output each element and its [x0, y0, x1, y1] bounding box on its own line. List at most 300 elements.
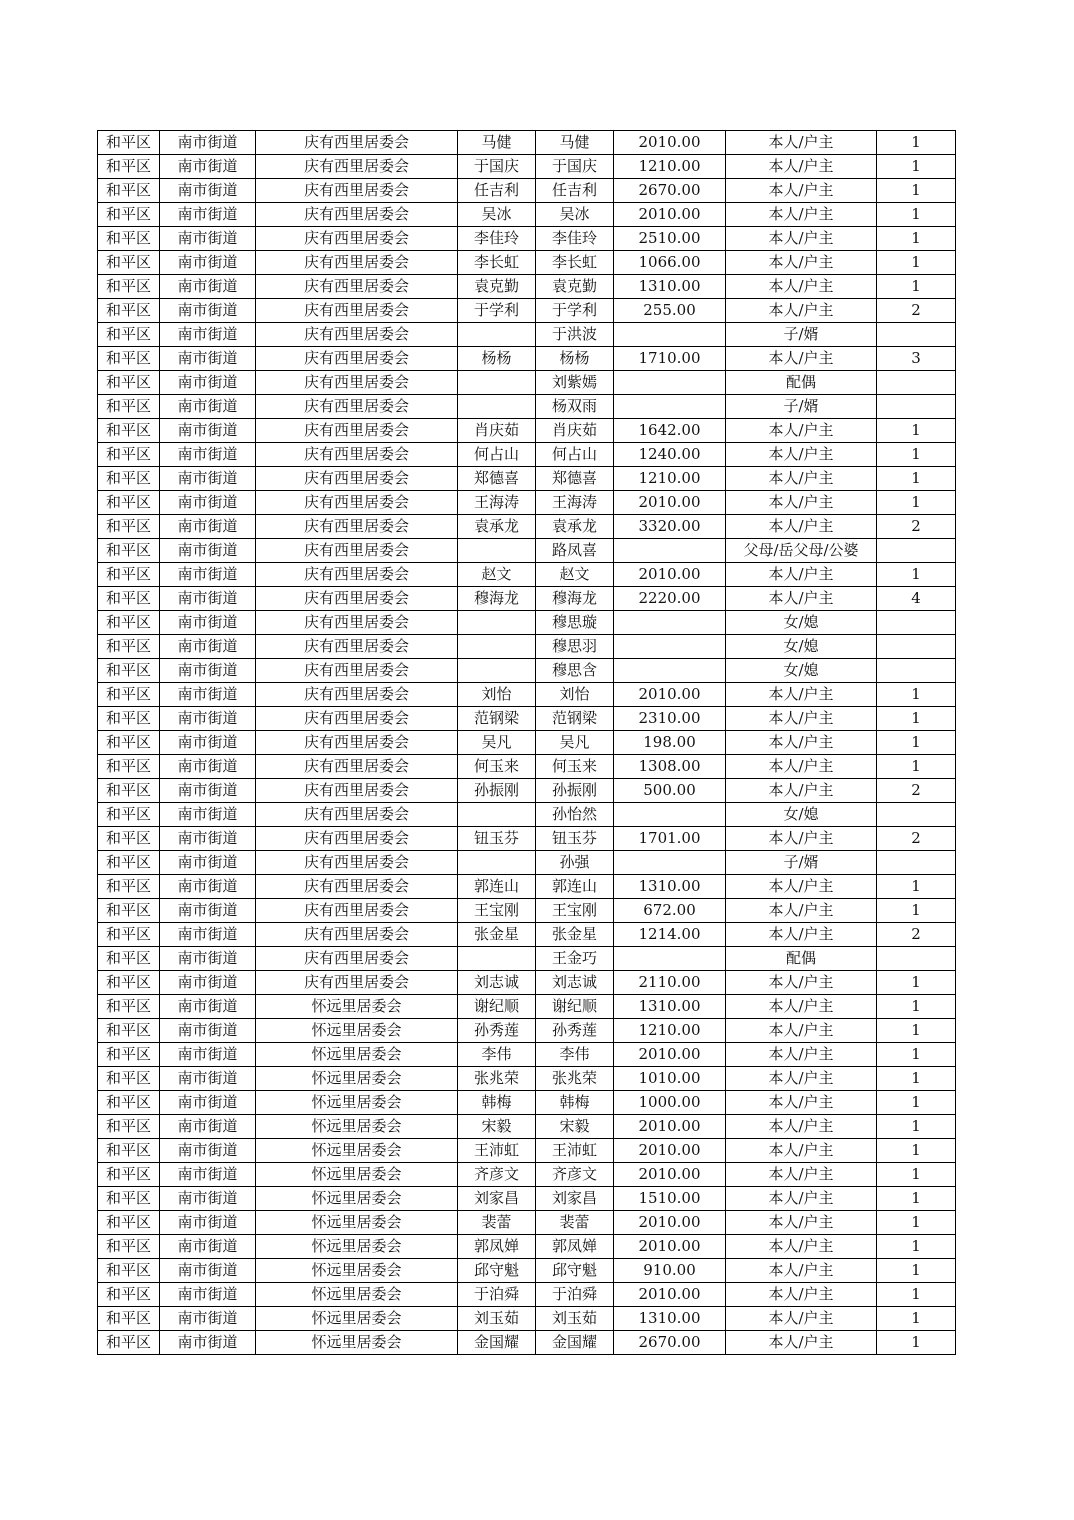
district-cell: 和平区 — [98, 131, 160, 155]
relation-cell: 本人/户主 — [726, 299, 877, 323]
member-name-cell: 王沛虹 — [536, 1139, 614, 1163]
table-row — [98, 1163, 956, 1187]
member-name-cell: 孙强 — [536, 851, 614, 875]
household-size-cell: 1 — [877, 899, 956, 923]
member-name-cell: 钮玉芬 — [536, 827, 614, 851]
committee-cell: 庆有西里居委会 — [256, 803, 458, 827]
household-size-cell: 1 — [877, 707, 956, 731]
relation-cell: 本人/户主 — [726, 515, 877, 539]
amount-cell: 2010.00 — [614, 1043, 726, 1067]
relation-cell: 本人/户主 — [726, 131, 877, 155]
committee-cell: 庆有西里居委会 — [256, 683, 458, 707]
member-name-cell: 穆思璇 — [536, 611, 614, 635]
applicant-cell: 马健 — [458, 131, 536, 155]
committee-cell: 庆有西里居委会 — [256, 779, 458, 803]
relation-cell: 本人/户主 — [726, 1187, 877, 1211]
district-cell: 和平区 — [98, 539, 160, 563]
relation-cell: 女/媳 — [726, 635, 877, 659]
committee-cell: 庆有西里居委会 — [256, 179, 458, 203]
applicant-cell — [458, 803, 536, 827]
committee-cell: 庆有西里居委会 — [256, 659, 458, 683]
applicant-cell: 李长虹 — [458, 251, 536, 275]
relation-cell: 本人/户主 — [726, 875, 877, 899]
district-cell: 和平区 — [98, 371, 160, 395]
member-name-cell: 刘家昌 — [536, 1187, 614, 1211]
committee-cell: 庆有西里居委会 — [256, 395, 458, 419]
member-name-cell: 任吉利 — [536, 179, 614, 203]
table-row — [98, 563, 956, 587]
street-cell: 南市街道 — [160, 251, 256, 275]
committee-cell: 庆有西里居委会 — [256, 347, 458, 371]
amount-cell: 672.00 — [614, 899, 726, 923]
street-cell: 南市街道 — [160, 803, 256, 827]
amount-cell: 1240.00 — [614, 443, 726, 467]
amount-cell: 2010.00 — [614, 131, 726, 155]
table-row — [98, 587, 956, 611]
member-name-cell: 张金星 — [536, 923, 614, 947]
committee-cell: 庆有西里居委会 — [256, 251, 458, 275]
member-name-cell: 吴凡 — [536, 731, 614, 755]
applicant-cell — [458, 659, 536, 683]
street-cell: 南市街道 — [160, 1283, 256, 1307]
relation-cell: 本人/户主 — [726, 1067, 877, 1091]
amount-cell: 2670.00 — [614, 1331, 726, 1355]
household-size-cell: 1 — [877, 419, 956, 443]
applicant-cell: 邱守魁 — [458, 1259, 536, 1283]
relation-cell: 本人/户主 — [726, 1043, 877, 1067]
applicant-cell — [458, 947, 536, 971]
street-cell: 南市街道 — [160, 371, 256, 395]
applicant-cell: 孙振刚 — [458, 779, 536, 803]
committee-cell: 庆有西里居委会 — [256, 731, 458, 755]
member-name-cell: 刘怡 — [536, 683, 614, 707]
committee-cell: 庆有西里居委会 — [256, 371, 458, 395]
applicant-cell: 王海涛 — [458, 491, 536, 515]
committee-cell: 庆有西里居委会 — [256, 275, 458, 299]
relation-cell: 本人/户主 — [726, 1091, 877, 1115]
amount-cell: 2010.00 — [614, 563, 726, 587]
amount-cell: 2670.00 — [614, 179, 726, 203]
relation-cell: 本人/户主 — [726, 1115, 877, 1139]
district-cell: 和平区 — [98, 203, 160, 227]
district-cell: 和平区 — [98, 443, 160, 467]
district-cell: 和平区 — [98, 707, 160, 731]
household-size-cell: 1 — [877, 155, 956, 179]
amount-cell: 2010.00 — [614, 1235, 726, 1259]
amount-cell: 1710.00 — [614, 347, 726, 371]
street-cell: 南市街道 — [160, 995, 256, 1019]
district-cell: 和平区 — [98, 803, 160, 827]
amount-cell: 2010.00 — [614, 1139, 726, 1163]
street-cell: 南市街道 — [160, 923, 256, 947]
household-size-cell: 1 — [877, 755, 956, 779]
member-name-cell: 于泊舜 — [536, 1283, 614, 1307]
table-row — [98, 443, 956, 467]
household-size-cell: 1 — [877, 683, 956, 707]
household-size-cell: 2 — [877, 779, 956, 803]
street-cell: 南市街道 — [160, 587, 256, 611]
district-cell: 和平区 — [98, 179, 160, 203]
relation-cell: 子/婿 — [726, 851, 877, 875]
member-name-cell: 何占山 — [536, 443, 614, 467]
relation-cell: 配偶 — [726, 947, 877, 971]
relation-cell: 配偶 — [726, 371, 877, 395]
table-row — [98, 227, 956, 251]
amount-cell: 1310.00 — [614, 875, 726, 899]
committee-cell: 庆有西里居委会 — [256, 707, 458, 731]
committee-cell: 怀远里居委会 — [256, 1019, 458, 1043]
district-cell: 和平区 — [98, 923, 160, 947]
household-size-cell: 1 — [877, 1019, 956, 1043]
committee-cell: 庆有西里居委会 — [256, 635, 458, 659]
applicant-cell: 吴冰 — [458, 203, 536, 227]
member-name-cell: 于国庆 — [536, 155, 614, 179]
committee-cell: 庆有西里居委会 — [256, 971, 458, 995]
street-cell: 南市街道 — [160, 779, 256, 803]
street-cell: 南市街道 — [160, 611, 256, 635]
committee-cell: 庆有西里居委会 — [256, 875, 458, 899]
applicant-cell: 任吉利 — [458, 179, 536, 203]
committee-cell: 庆有西里居委会 — [256, 923, 458, 947]
member-name-cell: 王海涛 — [536, 491, 614, 515]
member-name-cell: 赵文 — [536, 563, 614, 587]
committee-cell: 庆有西里居委会 — [256, 491, 458, 515]
applicant-cell: 王沛虹 — [458, 1139, 536, 1163]
committee-cell: 庆有西里居委会 — [256, 611, 458, 635]
district-cell: 和平区 — [98, 635, 160, 659]
member-name-cell: 杨双雨 — [536, 395, 614, 419]
household-size-cell: 2 — [877, 299, 956, 323]
street-cell: 南市街道 — [160, 1115, 256, 1139]
member-name-cell: 王金巧 — [536, 947, 614, 971]
member-name-cell: 张兆荣 — [536, 1067, 614, 1091]
amount-cell: 2010.00 — [614, 203, 726, 227]
relation-cell: 本人/户主 — [726, 1211, 877, 1235]
household-size-cell — [877, 395, 956, 419]
household-size-cell: 1 — [877, 275, 956, 299]
amount-cell — [614, 947, 726, 971]
district-cell: 和平区 — [98, 731, 160, 755]
committee-cell: 庆有西里居委会 — [256, 539, 458, 563]
relation-cell: 女/媳 — [726, 659, 877, 683]
member-name-cell: 金国耀 — [536, 1331, 614, 1355]
district-cell: 和平区 — [98, 515, 160, 539]
district-cell: 和平区 — [98, 467, 160, 491]
street-cell: 南市街道 — [160, 155, 256, 179]
committee-cell: 庆有西里居委会 — [256, 203, 458, 227]
district-cell: 和平区 — [98, 875, 160, 899]
district-cell: 和平区 — [98, 275, 160, 299]
applicant-cell: 郑德喜 — [458, 467, 536, 491]
street-cell: 南市街道 — [160, 875, 256, 899]
amount-cell — [614, 803, 726, 827]
household-size-cell: 2 — [877, 515, 956, 539]
street-cell: 南市街道 — [160, 899, 256, 923]
committee-cell: 庆有西里居委会 — [256, 947, 458, 971]
household-size-cell — [877, 851, 956, 875]
relation-cell: 本人/户主 — [726, 707, 877, 731]
relation-cell: 本人/户主 — [726, 467, 877, 491]
amount-cell: 1210.00 — [614, 1019, 726, 1043]
member-name-cell: 穆思羽 — [536, 635, 614, 659]
member-name-cell: 刘紫嫣 — [536, 371, 614, 395]
amount-cell: 198.00 — [614, 731, 726, 755]
member-name-cell: 路凤喜 — [536, 539, 614, 563]
district-cell: 和平区 — [98, 1331, 160, 1355]
street-cell: 南市街道 — [160, 515, 256, 539]
member-name-cell: 郭连山 — [536, 875, 614, 899]
table-row — [98, 947, 956, 971]
table-row — [98, 323, 956, 347]
household-size-cell: 1 — [877, 875, 956, 899]
relation-cell: 本人/户主 — [726, 203, 877, 227]
relation-cell: 本人/户主 — [726, 155, 877, 179]
committee-cell: 怀远里居委会 — [256, 1283, 458, 1307]
member-name-cell: 郭凤婵 — [536, 1235, 614, 1259]
member-name-cell: 王宝刚 — [536, 899, 614, 923]
street-cell: 南市街道 — [160, 1235, 256, 1259]
street-cell: 南市街道 — [160, 947, 256, 971]
district-cell: 和平区 — [98, 611, 160, 635]
member-name-cell: 范钢梁 — [536, 707, 614, 731]
district-cell: 和平区 — [98, 1115, 160, 1139]
district-cell: 和平区 — [98, 1187, 160, 1211]
table-row — [98, 1187, 956, 1211]
relation-cell: 本人/户主 — [726, 563, 877, 587]
applicant-cell: 宋毅 — [458, 1115, 536, 1139]
district-cell: 和平区 — [98, 251, 160, 275]
relation-cell: 本人/户主 — [726, 227, 877, 251]
district-cell: 和平区 — [98, 683, 160, 707]
relation-cell: 本人/户主 — [726, 1019, 877, 1043]
applicant-cell: 赵文 — [458, 563, 536, 587]
household-size-cell — [877, 611, 956, 635]
district-cell: 和平区 — [98, 755, 160, 779]
table-row — [98, 155, 956, 179]
district-cell: 和平区 — [98, 851, 160, 875]
member-name-cell: 刘志诚 — [536, 971, 614, 995]
member-name-cell: 李长虹 — [536, 251, 614, 275]
relation-cell: 本人/户主 — [726, 995, 877, 1019]
amount-cell: 2010.00 — [614, 683, 726, 707]
household-size-cell: 1 — [877, 251, 956, 275]
amount-cell — [614, 635, 726, 659]
amount-cell — [614, 323, 726, 347]
district-cell: 和平区 — [98, 419, 160, 443]
amount-cell: 500.00 — [614, 779, 726, 803]
district-cell: 和平区 — [98, 659, 160, 683]
relation-cell: 本人/户主 — [726, 1331, 877, 1355]
amount-cell: 3320.00 — [614, 515, 726, 539]
committee-cell: 庆有西里居委会 — [256, 131, 458, 155]
applicant-cell: 张金星 — [458, 923, 536, 947]
district-cell: 和平区 — [98, 1067, 160, 1091]
applicant-cell: 袁承龙 — [458, 515, 536, 539]
relation-cell: 本人/户主 — [726, 923, 877, 947]
table-row — [98, 1019, 956, 1043]
amount-cell: 2010.00 — [614, 491, 726, 515]
table-row — [98, 515, 956, 539]
relation-cell: 女/媳 — [726, 611, 877, 635]
street-cell: 南市街道 — [160, 299, 256, 323]
table-row — [98, 923, 956, 947]
household-size-cell: 1 — [877, 1187, 956, 1211]
household-size-cell: 1 — [877, 971, 956, 995]
amount-cell: 2010.00 — [614, 1211, 726, 1235]
household-size-cell — [877, 803, 956, 827]
street-cell: 南市街道 — [160, 203, 256, 227]
member-name-cell: 于学利 — [536, 299, 614, 323]
amount-cell: 2220.00 — [614, 587, 726, 611]
district-cell: 和平区 — [98, 323, 160, 347]
table-row — [98, 683, 956, 707]
amount-cell — [614, 371, 726, 395]
table-row — [98, 1091, 956, 1115]
applicant-cell: 齐彦文 — [458, 1163, 536, 1187]
applicant-cell — [458, 323, 536, 347]
household-size-cell: 1 — [877, 1091, 956, 1115]
member-name-cell: 杨杨 — [536, 347, 614, 371]
applicant-cell: 李伟 — [458, 1043, 536, 1067]
applicant-cell: 孙秀莲 — [458, 1019, 536, 1043]
amount-cell — [614, 659, 726, 683]
relation-cell: 子/婿 — [726, 395, 877, 419]
amount-cell: 1214.00 — [614, 923, 726, 947]
committee-cell: 怀远里居委会 — [256, 1307, 458, 1331]
relation-cell: 本人/户主 — [726, 899, 877, 923]
district-cell: 和平区 — [98, 779, 160, 803]
relation-cell: 父母/岳父母/公婆 — [726, 539, 877, 563]
relation-cell: 本人/户主 — [726, 491, 877, 515]
applicant-cell — [458, 851, 536, 875]
household-size-cell: 1 — [877, 227, 956, 251]
table-row — [98, 491, 956, 515]
member-name-cell: 孙怡然 — [536, 803, 614, 827]
table-row — [98, 1115, 956, 1139]
street-cell: 南市街道 — [160, 1091, 256, 1115]
household-size-cell: 1 — [877, 995, 956, 1019]
committee-cell: 庆有西里居委会 — [256, 587, 458, 611]
applicant-cell — [458, 539, 536, 563]
street-cell: 南市街道 — [160, 275, 256, 299]
household-size-cell: 1 — [877, 131, 956, 155]
amount-cell: 2110.00 — [614, 971, 726, 995]
relation-cell: 本人/户主 — [726, 251, 877, 275]
committee-cell: 怀远里居委会 — [256, 1187, 458, 1211]
household-size-cell: 1 — [877, 1307, 956, 1331]
relation-cell: 本人/户主 — [726, 1259, 877, 1283]
member-name-cell: 韩梅 — [536, 1091, 614, 1115]
household-size-cell: 3 — [877, 347, 956, 371]
committee-cell: 怀远里居委会 — [256, 1163, 458, 1187]
amount-cell: 2010.00 — [614, 1115, 726, 1139]
street-cell: 南市街道 — [160, 1331, 256, 1355]
table-row — [98, 539, 956, 563]
table-row — [98, 755, 956, 779]
household-size-cell: 1 — [877, 1211, 956, 1235]
committee-cell: 怀远里居委会 — [256, 1259, 458, 1283]
district-cell: 和平区 — [98, 1235, 160, 1259]
applicant-cell: 何占山 — [458, 443, 536, 467]
amount-cell: 1510.00 — [614, 1187, 726, 1211]
table-row — [98, 347, 956, 371]
applicant-cell: 穆海龙 — [458, 587, 536, 611]
applicant-cell: 刘志诚 — [458, 971, 536, 995]
table-row — [98, 1307, 956, 1331]
table-row — [98, 1259, 956, 1283]
table-row — [98, 467, 956, 491]
household-size-cell — [877, 539, 956, 563]
household-size-cell: 1 — [877, 1259, 956, 1283]
committee-cell: 庆有西里居委会 — [256, 227, 458, 251]
amount-cell: 2010.00 — [614, 1283, 726, 1307]
table-row — [98, 707, 956, 731]
committee-cell: 庆有西里居委会 — [256, 851, 458, 875]
member-name-cell: 邱守魁 — [536, 1259, 614, 1283]
applicant-cell: 刘玉茹 — [458, 1307, 536, 1331]
member-name-cell: 于洪波 — [536, 323, 614, 347]
table-row — [98, 635, 956, 659]
member-name-cell: 穆海龙 — [536, 587, 614, 611]
street-cell: 南市街道 — [160, 1259, 256, 1283]
household-size-cell: 1 — [877, 1163, 956, 1187]
household-size-cell: 1 — [877, 443, 956, 467]
household-size-cell: 1 — [877, 1283, 956, 1307]
relation-cell: 本人/户主 — [726, 827, 877, 851]
relation-cell: 本人/户主 — [726, 275, 877, 299]
street-cell: 南市街道 — [160, 1019, 256, 1043]
district-cell: 和平区 — [98, 395, 160, 419]
relation-cell: 本人/户主 — [726, 1283, 877, 1307]
applicant-cell: 李佳玲 — [458, 227, 536, 251]
relation-cell: 本人/户主 — [726, 347, 877, 371]
street-cell: 南市街道 — [160, 227, 256, 251]
district-cell: 和平区 — [98, 971, 160, 995]
member-name-cell: 孙秀莲 — [536, 1019, 614, 1043]
member-name-cell: 齐彦文 — [536, 1163, 614, 1187]
table-row — [98, 1067, 956, 1091]
district-cell: 和平区 — [98, 1283, 160, 1307]
amount-cell: 1310.00 — [614, 995, 726, 1019]
amount-cell: 1210.00 — [614, 467, 726, 491]
street-cell: 南市街道 — [160, 683, 256, 707]
table-row — [98, 1211, 956, 1235]
applicant-cell: 金国耀 — [458, 1331, 536, 1355]
household-size-cell — [877, 635, 956, 659]
committee-cell: 怀远里居委会 — [256, 1091, 458, 1115]
relation-cell: 本人/户主 — [726, 1163, 877, 1187]
committee-cell: 庆有西里居委会 — [256, 899, 458, 923]
member-name-cell: 郑德喜 — [536, 467, 614, 491]
applicant-cell — [458, 371, 536, 395]
relation-cell: 本人/户主 — [726, 419, 877, 443]
committee-cell: 庆有西里居委会 — [256, 515, 458, 539]
member-name-cell: 袁承龙 — [536, 515, 614, 539]
household-size-cell: 1 — [877, 1331, 956, 1355]
relation-cell: 本人/户主 — [726, 731, 877, 755]
household-size-cell: 2 — [877, 827, 956, 851]
household-size-cell: 1 — [877, 563, 956, 587]
member-name-cell: 袁克勤 — [536, 275, 614, 299]
table-row — [98, 419, 956, 443]
street-cell: 南市街道 — [160, 635, 256, 659]
committee-cell: 怀远里居委会 — [256, 1331, 458, 1355]
amount-cell — [614, 611, 726, 635]
table-row — [98, 875, 956, 899]
member-name-cell: 宋毅 — [536, 1115, 614, 1139]
street-cell: 南市街道 — [160, 323, 256, 347]
relation-cell: 本人/户主 — [726, 971, 877, 995]
